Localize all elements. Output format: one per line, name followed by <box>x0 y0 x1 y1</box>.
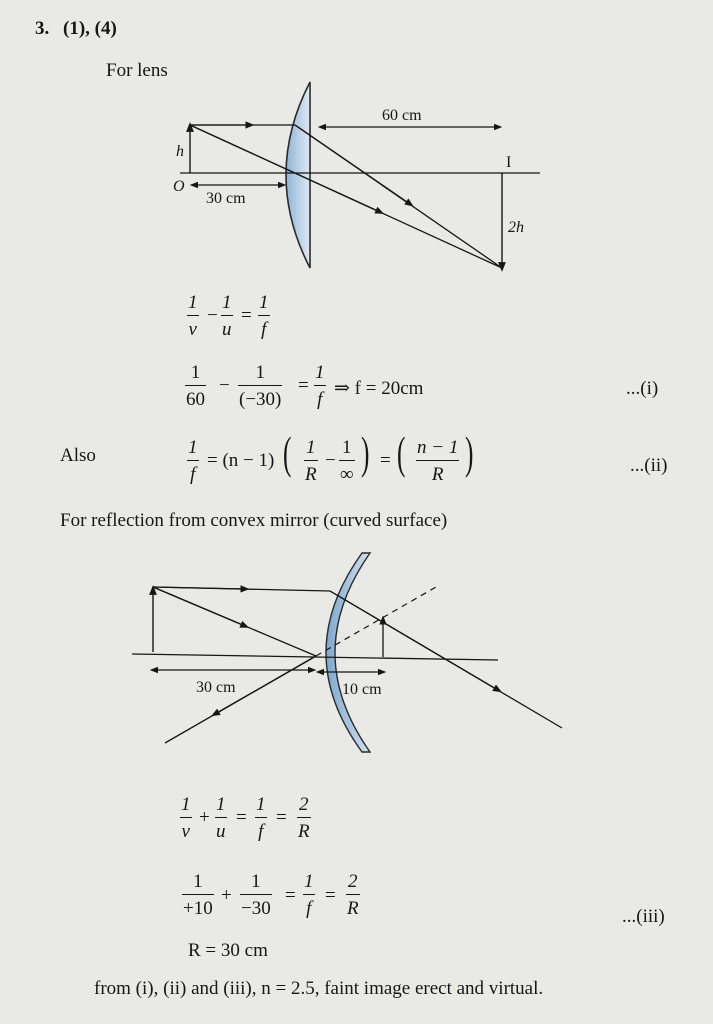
tag-iii: ...(iii) <box>622 906 665 927</box>
question-number: 3. <box>35 18 50 39</box>
lens-section-title: For lens <box>106 60 168 81</box>
also-label: Also <box>60 445 96 466</box>
label-mirror-10cm: 10 cm <box>342 681 382 698</box>
label-2h: 2h <box>508 219 524 236</box>
label-mirror-30cm: 30 cm <box>196 679 236 696</box>
label-I: I <box>506 154 512 171</box>
label-h: h <box>176 143 184 160</box>
tag-i: ...(i) <box>626 378 659 399</box>
radius-result: R = 30 cm <box>188 940 268 961</box>
answer-options: (1), (4) <box>63 18 117 39</box>
label-30cm: 30 cm <box>206 190 246 207</box>
tag-ii: ...(ii) <box>630 455 668 476</box>
mirror-section-title: For reflection from convex mirror (curved surface) <box>60 510 448 531</box>
label-60cm: 60 cm <box>382 107 422 124</box>
conclusion-text: from (i), (ii) and (iii), n = 2.5, faint image erect and virtual. <box>94 978 544 999</box>
mirror-ray-diagram <box>132 553 562 752</box>
convex-mirror <box>326 553 370 752</box>
label-O: O <box>173 178 185 195</box>
